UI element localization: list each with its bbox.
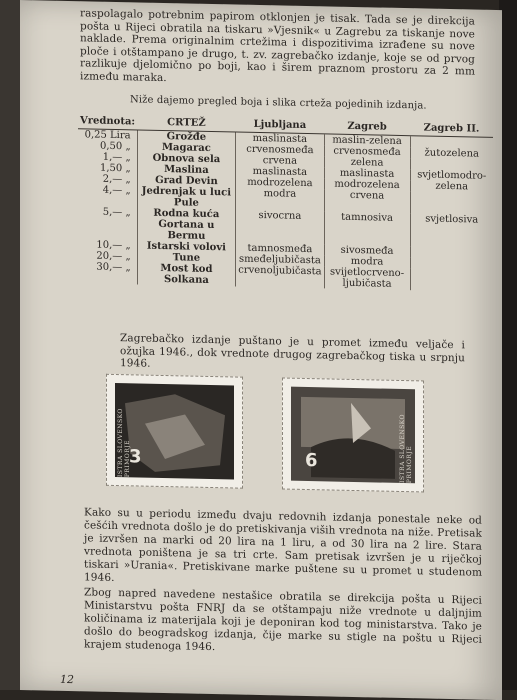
cell-value: 1,— „: [102, 151, 131, 164]
stamp-color-table: [78, 113, 493, 292]
cell-value: 1,50 „: [100, 162, 131, 175]
stamp-picture: [291, 387, 415, 484]
stamp-side-text: ISTRA SLOVENSKO PRIMORJE: [117, 408, 131, 478]
cell-motif: Magarac: [137, 141, 236, 154]
cell-zagreb-2: [410, 191, 493, 215]
cell-motif: Grožđe: [137, 130, 236, 144]
cell-zagreb-2: svjetlomodro-: [417, 169, 487, 182]
bottom-paragraph-2: Zbog napred navedene nestašice obratila se direkcija pošta u Rijeci Ministarstvu pošta FNRJ da se otštampaju niže vrednote u daljnjim količinama iz materijala koji je deponiran kod tog ministarstva. Tako je došlo do beogradskog izdanja, čije marke su stigle na poštu u Rijeci krajem studenoga 1946.: [84, 586, 482, 654]
cell-zagreb: svijetlocrveno-ljubičasta: [324, 266, 410, 290]
header-zagreb-2: Zagreb II.: [410, 120, 493, 137]
stamp-picture: [115, 383, 234, 479]
cell-value: 4,— „: [102, 184, 131, 197]
cell-motif: Tune: [137, 251, 236, 264]
stamp-image-right: [282, 377, 424, 492]
cell-value: 20,— „: [96, 250, 131, 263]
mid-paragraph: Zagrebačko izdanje puštano je u promet između veljače i ožujka 1946., dok vrednote drugog zagrebačkog tiska u srpnju 1946.: [120, 332, 465, 370]
header-ljubljana: Ljubljana: [236, 117, 324, 134]
cell-zagreb-2: [410, 268, 493, 292]
cell-ljubljana: maslinasta: [252, 165, 308, 179]
cell-value: 0,25 Lira: [84, 129, 131, 142]
cell-motif: Obnova sela: [137, 152, 236, 165]
cell-zagreb-2: svjetlosiva: [425, 213, 479, 226]
cell-value: 0,50 „: [100, 140, 131, 153]
cell-zagreb: crvenosmeđa: [324, 145, 410, 158]
cell-ljubljana: crvenoljubičasta: [238, 264, 322, 278]
table-body: [78, 129, 493, 292]
cell-zagreb: tamnosiva: [324, 211, 410, 246]
cell-ljubljana: crvenosmeđa: [246, 143, 314, 157]
cell-zagreb-2: žutozelena: [424, 147, 479, 160]
intro-line: Niže dajemo pregled boja i slika crteža pojedinih izdanja.: [130, 94, 427, 112]
cell-zagreb: modra: [324, 255, 410, 268]
cell-zagreb: crvena: [324, 189, 410, 213]
cell-zagreb: sivosmeđa: [324, 244, 410, 257]
cell-zagreb: maslinasta: [324, 167, 410, 180]
header-zagreb: Zagreb: [324, 118, 410, 135]
cell-motif: Grad Devin: [137, 174, 236, 187]
cell-zagreb: zelena: [324, 156, 410, 169]
stamp-value: 3: [129, 446, 142, 468]
stamp-side-text: ISTRA SLOVENSKO PRIMORJE: [399, 413, 413, 484]
header-value: Vrednota:: [78, 113, 137, 130]
cell-ljubljana: maslinasta: [252, 132, 308, 146]
header-motif: CRTEŽ: [137, 114, 236, 132]
cell-motif: Istarski volovi: [137, 240, 236, 253]
cell-motif: Most kod Solkana: [137, 262, 236, 286]
book-page: [20, 0, 502, 700]
stamp-image-left: [106, 374, 243, 489]
cell-ljubljana: sivocrna: [258, 209, 302, 222]
cell-motif: Jedrenjak u luci Pule: [137, 185, 236, 209]
stamp-value: 6: [305, 449, 318, 472]
cell-motif: Maslina: [137, 163, 236, 176]
cell-ljubljana: crvena: [262, 155, 298, 167]
cell-ljubljana: smeđeljubičasta: [238, 253, 321, 267]
cell-ljubljana: modrozelena: [247, 176, 313, 190]
cell-motif: Rodna kuća Gortana u Bermu: [137, 207, 236, 242]
cell-ljubljana: modra: [263, 188, 297, 200]
cell-value: 5,— „: [102, 206, 131, 219]
cell-ljubljana: tamnosmeđa: [247, 242, 313, 256]
cell-zagreb-2: zelena: [435, 180, 469, 193]
cell-value: 2,— „: [102, 173, 131, 186]
page-number: 12: [60, 672, 74, 687]
background-edge-left: [0, 0, 20, 690]
cell-zagreb: maslin-zelena: [324, 134, 410, 147]
top-paragraph: raspolagalo potrebnim papirom otklonjen je tisak. Tada se je direkcija pošta u Rijeci obratila na tiskaru »Vjesnik« u Zagrebu za tiskanje nove naklade. Prema originalnim crtežima i dispozitivima izrađene su nove ploče i otštampano je drugo, t. zv. zagrebačko izdanje, koje se od prvog razlikuje djelomično po boji, kao i širem praznom prostoru za 2 mm između maraka.: [80, 7, 475, 84]
cell-value: 30,— „: [96, 261, 131, 274]
cell-zagreb: modrozelena: [324, 178, 410, 191]
cell-value: 10,— „: [96, 239, 131, 252]
bottom-paragraph-1: Kako su u periodu između dvaju redovnih izdanja ponestale neke od češćih vrednota došlo je do pretiskivanja viših vrednota na niže. Pretisak je izvršen na marki od 20 lira na 1 liru, a od 30 lira na 2 lire. Stara vrednota poništena je sa tri crte. Sam pretisak izvršen je u riječkoj tiskari »Urania«. Pretiskivane marke puštene su u promet u studenom 1946.: [84, 506, 482, 584]
